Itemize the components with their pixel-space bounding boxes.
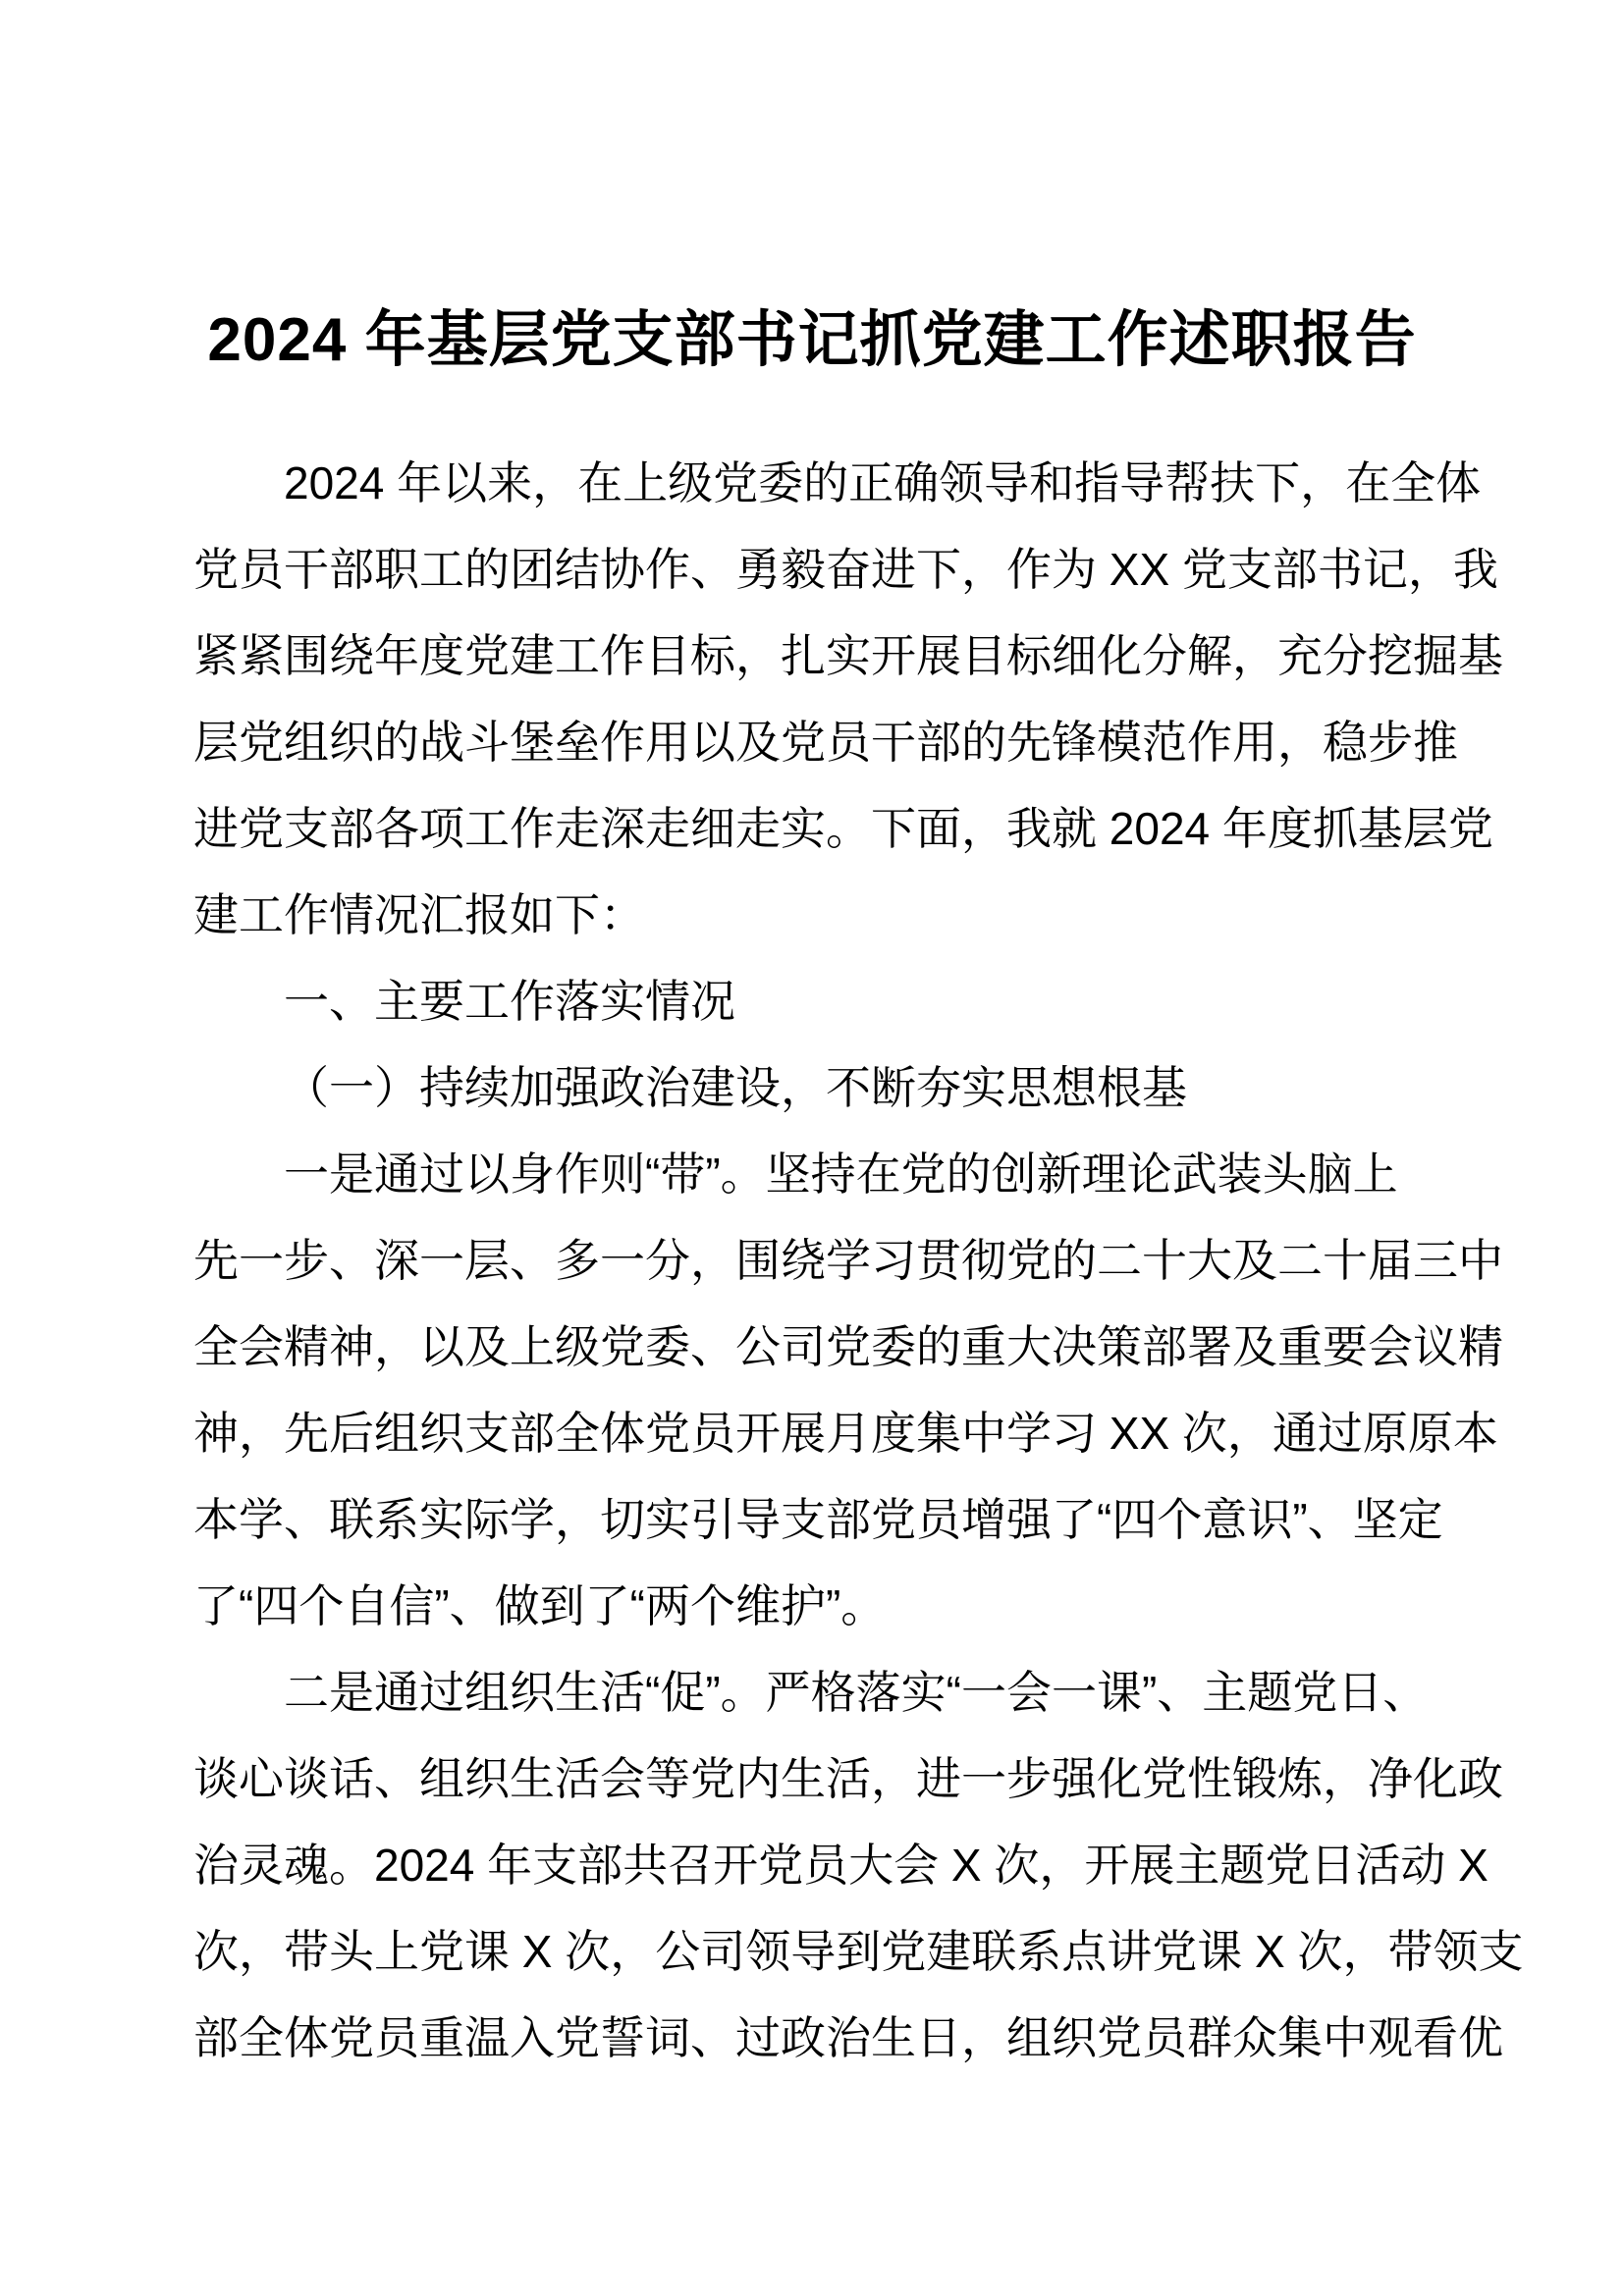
document-title: 2024 年基层党支部书记抓党建工作述职报告	[207, 305, 1417, 374]
paragraph-line: 建工作情况汇报如下：	[193, 889, 645, 940]
paragraph-line: 部全体党员重温入党誓词、过政治生日，组织党员群众集中观看优	[193, 2012, 1503, 2063]
paragraph-line: 本学、联系实际学，切实引导支部党员增强了“四个意识”、坚定	[193, 1494, 1443, 1545]
paragraph-line: 治灵魂。2024 年支部共召开党员大会 X 次，开展主题党日活动 X	[193, 1840, 1489, 1891]
section-heading-1-1: （一）持续加强政治建设，不断夯实思想根基	[284, 1062, 1187, 1113]
paragraph-line: 了“四个自信”、做到了“两个维护”。	[193, 1580, 887, 1631]
paragraph-line: 谈心谈话、组织生活会等党内生活，进一步强化党性锻炼，净化政	[193, 1753, 1503, 1804]
paragraph-line: 紧紧围绕年度党建工作目标，扎实开展目标细化分解，充分挖掘基	[193, 630, 1503, 681]
paragraph-line: 次，带头上党课 X 次，公司领导到党建联系点讲党课 X 次，带领支	[193, 1926, 1524, 1977]
paragraph-line: 一是通过以身作则“带”。坚持在党的创新理论武装头脑上	[284, 1148, 1398, 1200]
paragraph-line: 全会精神，以及上级党委、公司党委的重大决策部署及重要会议精	[193, 1321, 1503, 1372]
paragraph-line: 二是通过组织生活“促”。严格落实“一会一课”、主题党日、	[284, 1667, 1429, 1718]
document-body	[193, 440, 1524, 2081]
paragraph-line: 党员干部职工的团结协作、勇毅奋进下，作为 XX 党支部书记，我	[193, 544, 1498, 595]
paragraph-line: 2024 年以来，在上级党委的正确领导和指导帮扶下，在全体	[284, 457, 1482, 508]
paragraph-line: 先一步、深一层、多一分，围绕学习贯彻党的二十大及二十届三中	[193, 1235, 1503, 1286]
section-heading-1: 一、主要工作落实情况	[284, 976, 735, 1027]
paragraph-line: 进党支部各项工作走深走细走实。下面，我就 2024 年度抓基层党	[193, 803, 1493, 854]
paragraph-line: 层党组织的战斗堡垒作用以及党员干部的先锋模范作用，稳步推	[193, 717, 1458, 768]
paragraph-line: 神，先后组织支部全体党员开展月度集中学习 XX 次，通过原原本	[193, 1408, 1498, 1459]
